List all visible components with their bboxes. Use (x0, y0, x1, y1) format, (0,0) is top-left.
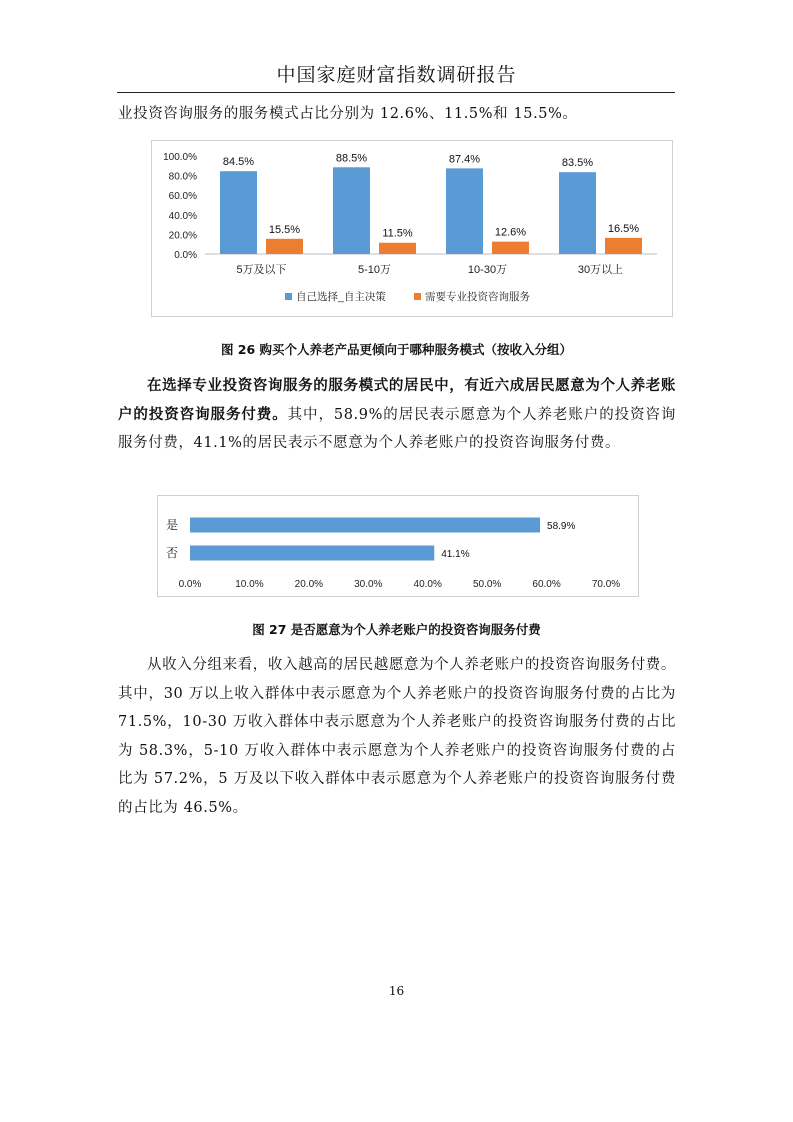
fig26-bar (492, 242, 529, 254)
paragraph-payment-body: 其中，58.9%的居民表示愿意为个人养老账户的投资咨询服务付费，41.1%的居民表示不愿意为个人养老账户的投资咨询服务付费。 (118, 406, 676, 451)
fig27-data-label: 58.9% (547, 521, 576, 532)
chart-fig26 (151, 140, 673, 317)
fig26-ytick-label: 0.0% (174, 250, 197, 261)
fig26-xtick-label: 30万以上 (577, 264, 624, 276)
fig27-data-label: 41.1% (441, 549, 470, 560)
fig26-bar (266, 239, 303, 254)
fig27-bar (190, 518, 540, 533)
fig27-xtick-label: 40.0% (413, 579, 442, 590)
fig26-bar (559, 172, 596, 254)
fig26-bar (379, 243, 416, 254)
fig26-xtick-label: 10-30万 (467, 264, 508, 276)
fig26-data-label: 15.5% (268, 223, 301, 236)
chart-fig27-svg (158, 496, 638, 596)
fig26-legend-swatch (414, 293, 421, 300)
fig26-bar (446, 168, 483, 254)
paragraph-payment (118, 372, 676, 458)
fig27-xtick-label: 0.0% (178, 579, 202, 590)
fig26-legend-swatch (285, 293, 292, 300)
fig27-xtick-label: 50.0% (472, 579, 502, 590)
fig26-ytick-label: 100.0% (163, 152, 197, 163)
fig26-ytick-label: 20.0% (168, 230, 197, 242)
paragraph-intro: 业投资咨询服务的服务模式占比分别为 12.6%、11.5%和 15.5%。 (118, 106, 578, 122)
fig27-xtick-label: 60.0% (532, 579, 561, 590)
caption-fig26: 图 26 购买个人养老产品更倾向于哪种服务模式（按收入分组） (220, 342, 573, 357)
fig27-category-label: 否 (166, 546, 179, 560)
fig26-bar (220, 171, 257, 254)
chart-fig26-svg (152, 141, 672, 316)
fig27-bar (190, 546, 434, 561)
caption-fig27: 图 27 是否愿意为个人养老账户的投资咨询服务付费 (252, 622, 541, 637)
fig27-xtick-label: 70.0% (591, 579, 621, 590)
fig26-ytick-label: 80.0% (168, 171, 197, 183)
fig27-category-label: 是 (166, 518, 179, 532)
fig26-ytick-label: 60.0% (168, 191, 197, 203)
header-rule (117, 92, 675, 93)
fig26-data-label: 16.5% (607, 222, 640, 235)
fig26-bar (333, 167, 370, 254)
page-number: 16 (388, 984, 405, 998)
paragraph-income-groups: 从收入分组来看，收入越高的居民越愿意为个人养老账户的投资咨询服务付费。其中，30 万以上收入群体中表示愿意为个人养老账户的投资咨询服务付费的占比为 71.5%，10-30 万收入群体中表示愿意为个人养老账户的投资咨询服务付费的占比为 58.3%，5-10 万收入群体中表示愿意为个人养老账户的投资咨询服务付费的占比为 57.2%，5 万及以下收入群体中表示愿意为个人养老账户的投资咨询服务付费的占比为 46.5%。 (118, 657, 676, 816)
chart-fig27 (157, 495, 639, 597)
fig26-xtick-label: 5-10万 (357, 264, 392, 276)
fig26-data-label: 12.6% (494, 226, 527, 239)
bold-lead: 在选择专业投资咨询服务的服务模式的居民中，有近六成居民愿意为个人养老账户的投资咨询服务付费。 (118, 378, 676, 423)
fig26-legend-label: 自己选择_自主决策 (296, 291, 386, 303)
fig26-data-label: 88.5% (335, 152, 368, 165)
fig26-data-label: 84.5% (222, 156, 255, 169)
fig27-xtick-label: 30.0% (354, 579, 383, 590)
fig26-ytick-label: 40.0% (168, 210, 197, 222)
fig26-legend-label: 需要专业投资咨询服务 (425, 291, 530, 303)
fig27-xtick-label: 10.0% (235, 579, 264, 590)
fig27-xtick-label: 20.0% (294, 579, 324, 590)
fig26-xtick-label: 5万及以下 (236, 264, 287, 276)
fig26-data-label: 11.5% (382, 227, 413, 240)
fig26-data-label: 83.5% (561, 157, 594, 170)
fig26-bar (605, 238, 642, 254)
report-header-title: 中国家庭财富指数调研报告 (276, 64, 517, 86)
fig26-data-label: 87.4% (448, 153, 481, 166)
